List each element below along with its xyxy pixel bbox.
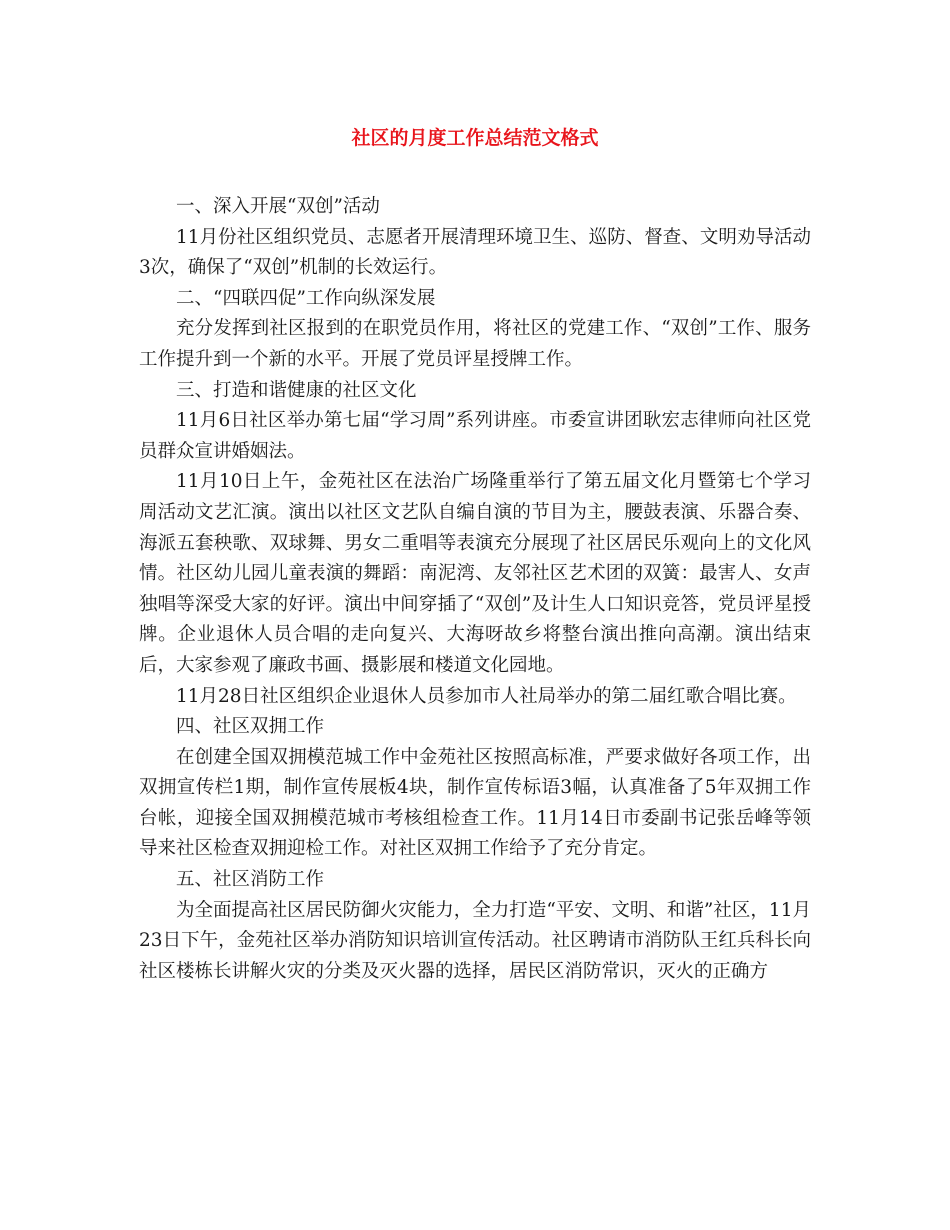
document-body [139,192,811,987]
document-title: 社区的月度工作总结范文格式 [351,127,599,149]
paragraph: 11月28日社区组织企业退休人员参加市人社局举办的第二届红歌合唱比赛。 [176,685,797,707]
section-heading-4: 四、社区双拥工作 [176,716,325,738]
paragraph: 11月份社区组织党员、志愿者开展清理环境卫生、巡防、督查、文明劝导活动3次，确保了“双创”机制的长效运行。 [139,226,811,279]
paragraph: 在创建全国双拥模范城工作中金苑社区按照高标准，严要求做好各项工作，出双拥宣传栏1期，制作宣传展板4块，制作宣传标语3幅，认真准备了5年双拥工作台帐，迎接全国双拥模范城市考核组检查工作。11月14日市委副书记张岳峰等领导来社区检查双拥迎检工作。对社区双拥工作给予了充分肯定。 [139,746,811,860]
section-heading-1: 一、深入开展“双创”活动 [176,196,380,217]
paragraph: 11月6日社区举办第七届“学习周”系列讲座。市委宣讲团耿宏志律师向社区党员群众宣讲婚姻法。 [139,410,811,462]
section-heading-3: 三、打造和谐健康的社区文化 [176,379,417,401]
paragraph: 11月10日上午，金苑社区在法治广场隆重举行了第五届文化月暨第七个学习周活动文艺汇演。演出以社区文艺队自编自演的节目为主，腰鼓表演、乐器合奏、海派五套秧歌、双球舞、男女二重唱等表演充分展现了社区居民乐观向上的文化风情。社区幼儿园儿童表演的舞蹈：南泥湾、友邻社区艺术团的双簧：最害人、女声独唱等深受大家的好评。演出中间穿插了“双创”及计生人口知识竞答，党员评星授牌。企业退休人员合唱的走向复兴、大海呀故乡将整台演出推向高潮。演出结束后，大家参观了廉政书画、摄影展和楼道文化园地。 [139,471,811,676]
section-heading-5: 五、社区消防工作 [176,869,325,891]
paragraph: 充分发挥到社区报到的在职党员作用，将社区的党建工作、“双创”工作、服务工作提升到一个新的水平。开展了党员评星授牌工作。 [139,318,811,370]
section-heading-2: 二、“四联四促”工作向纵深发展 [176,287,436,309]
paragraph: 为全面提高社区居民防御火灾能力，全力打造“平安、文明、和谐”社区，11月23日下午，金苑社区举办消防知识培训宣传活动。社区聘请市消防队王红兵科长向社区楼栋长讲解火灾的分类及灭火器的选择，居民区消防常识，灭火的正确方 [139,899,811,982]
